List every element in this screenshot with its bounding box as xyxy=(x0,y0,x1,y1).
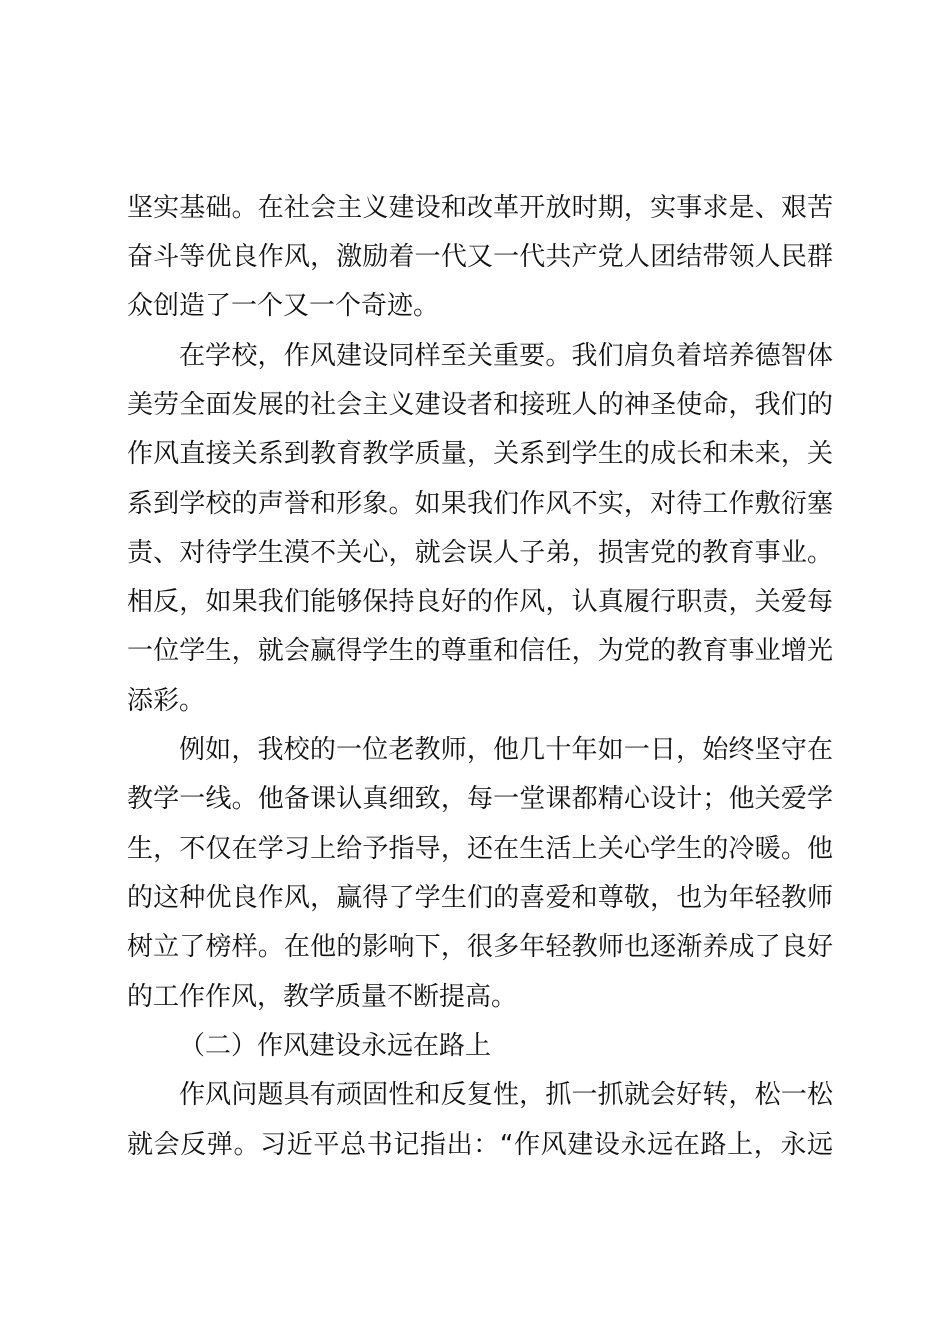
paragraph-line: 作风问题具有顽固性和反复性，抓一抓就会好转，松一松 xyxy=(179,1080,833,1110)
paragraph-line: 教学一线。他备课认真细致，每一堂课都精心设计；他关爱学 xyxy=(127,784,833,814)
paragraph-line: 奋斗等优良作风，激励着一代又一代共产党人团结带领人民群 xyxy=(127,242,833,272)
paragraph-line: 的工作作风，教学质量不断提高。 xyxy=(127,982,518,1012)
paragraph-line: 添彩。 xyxy=(127,686,206,716)
paragraph-line: 众创造了一个又一个奇迹。 xyxy=(127,291,440,321)
paragraph-line: 系到学校的声誉和形象。如果我们作风不实，对待工作敷衍塞 xyxy=(127,489,833,519)
paragraph-line: 作风直接关系到教育教学质量，关系到学生的成长和未来，关 xyxy=(127,439,833,469)
paragraph-line: 树立了榜样。在他的影响下，很多年轻教师也逐渐养成了良好 xyxy=(127,932,833,962)
section-heading: （二）作风建设永远在路上 xyxy=(179,1031,492,1061)
paragraph-line: 的这种优良作风，赢得了学生们的喜爱和尊敬，也为年轻教师 xyxy=(127,883,833,913)
paragraph-line: 在学校，作风建设同样至关重要。我们肩负着培养德智体 xyxy=(179,341,833,371)
paragraph-line: 坚实基础。在社会主义建设和改革开放时期，实事求是、艰苦 xyxy=(127,193,833,223)
paragraph-line: 美劳全面发展的社会主义建设者和接班人的神圣使命，我们的 xyxy=(127,390,833,420)
paragraph-line: 就会反弹。习近平总书记指出：“作风建设永远在路上，永远 xyxy=(127,1130,833,1160)
paragraph-line: 例如，我校的一位老教师，他几十年如一日，始终坚守在 xyxy=(179,735,833,765)
paragraph-line: 相反，如果我们能够保持良好的作风，认真履行职责，关爱每 xyxy=(127,587,833,617)
paragraph-line: 生，不仅在学习上给予指导，还在生活上关心学生的冷暖。他 xyxy=(127,834,833,864)
paragraph-line: 责、对待学生漠不关心，就会误人子弟，损害党的教育事业。 xyxy=(127,538,833,568)
paragraph-line: 一位学生，就会赢得学生的尊重和信任，为党的教育事业增光 xyxy=(127,636,833,666)
